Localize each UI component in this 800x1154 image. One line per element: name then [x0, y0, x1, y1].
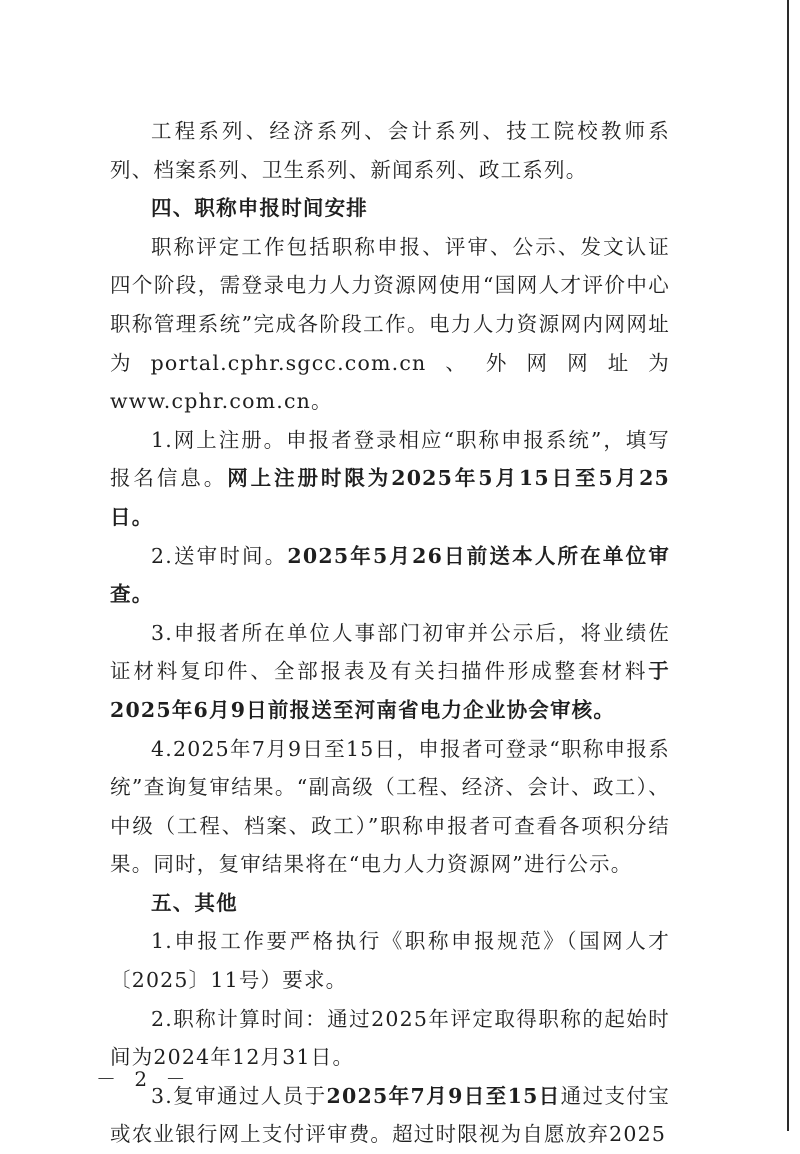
- bold-deadline: 2025年5月26日前送本人所在单位审查。: [110, 543, 670, 607]
- section-heading-other: [110, 884, 670, 923]
- scan-edge-line: [787, 0, 789, 1131]
- heading-text: 五、其他: [151, 890, 238, 915]
- text-segment: 3.申报者所在单位人事部门初审并公示后，将业绩佐证材料复印件、全部报表及有关扫描件形成整套材料: [110, 620, 670, 684]
- paragraph-series-list: [110, 112, 670, 189]
- text-segment: 2.送审时间。: [151, 543, 288, 568]
- text-segment: 2.职称计算时间：通过2025年评定取得职称的起始时间为2024年12月31日。: [110, 1006, 670, 1070]
- paragraph-online-registration: [110, 421, 670, 537]
- bold-deadline: 于2025年6月9日前报送至河南省电力企业协会审核。: [110, 659, 670, 722]
- text-segment: 职称评定工作包括职称申报、评审、公示、发文认证四个阶段，需登录电力人力资源网使用“国网人才评价中心职称管理系统”完成各阶段工作。电力人力资源网内网网址为portal.cphr.sgcc.com.cn、外网网址为www.cphr.com.cn。: [110, 234, 670, 414]
- text-segment: 3.复审通过人员于: [151, 1083, 327, 1108]
- text-segment: 工程系列、经济系列、会计系列、技工院校教师系列、档案系列、卫生系列、新闻系列、政工系列。: [110, 119, 670, 182]
- paragraph-overview: [110, 228, 670, 421]
- paragraph-materials: [110, 614, 670, 730]
- text-segment: 通过支付宝或农业银行网上支付评审费。超过时限视为自愿放弃2025: [110, 1083, 670, 1147]
- bold-deadline: 2025年7月9日至15日: [326, 1083, 561, 1108]
- heading-text: 四、职称申报时间安排: [151, 196, 368, 221]
- page-number: － 2 －: [96, 1067, 192, 1091]
- document-body: [110, 112, 670, 1154]
- paragraph-review-results: [110, 730, 670, 884]
- section-heading-schedule: [110, 189, 670, 228]
- bold-deadline: 网上注册时限为2025年5月15日至5月25日。: [110, 466, 670, 529]
- text-segment: 1.申报工作要严格执行《职称申报规范》（国网人才〔2025〕11号）要求。: [110, 929, 670, 993]
- text-segment: 1.网上注册。申报者登录相应“职称申报系统”，填写报名信息。: [110, 427, 670, 491]
- paragraph-submission-time: [110, 537, 670, 614]
- text-segment: 4.2025年7月9日至15日，申报者可登录“职称申报系统”查询复审结果。“副高级（工程、经济、会计、政工）、中级（工程、档案、政工）”职称申报者可查看各项积分结果。同时，复审结果将在“电力人力资源网”进行公示。: [110, 736, 670, 877]
- paragraph-payment: [110, 1077, 670, 1154]
- paragraph-regulation: [110, 922, 670, 999]
- paragraph-title-time: [110, 1000, 670, 1077]
